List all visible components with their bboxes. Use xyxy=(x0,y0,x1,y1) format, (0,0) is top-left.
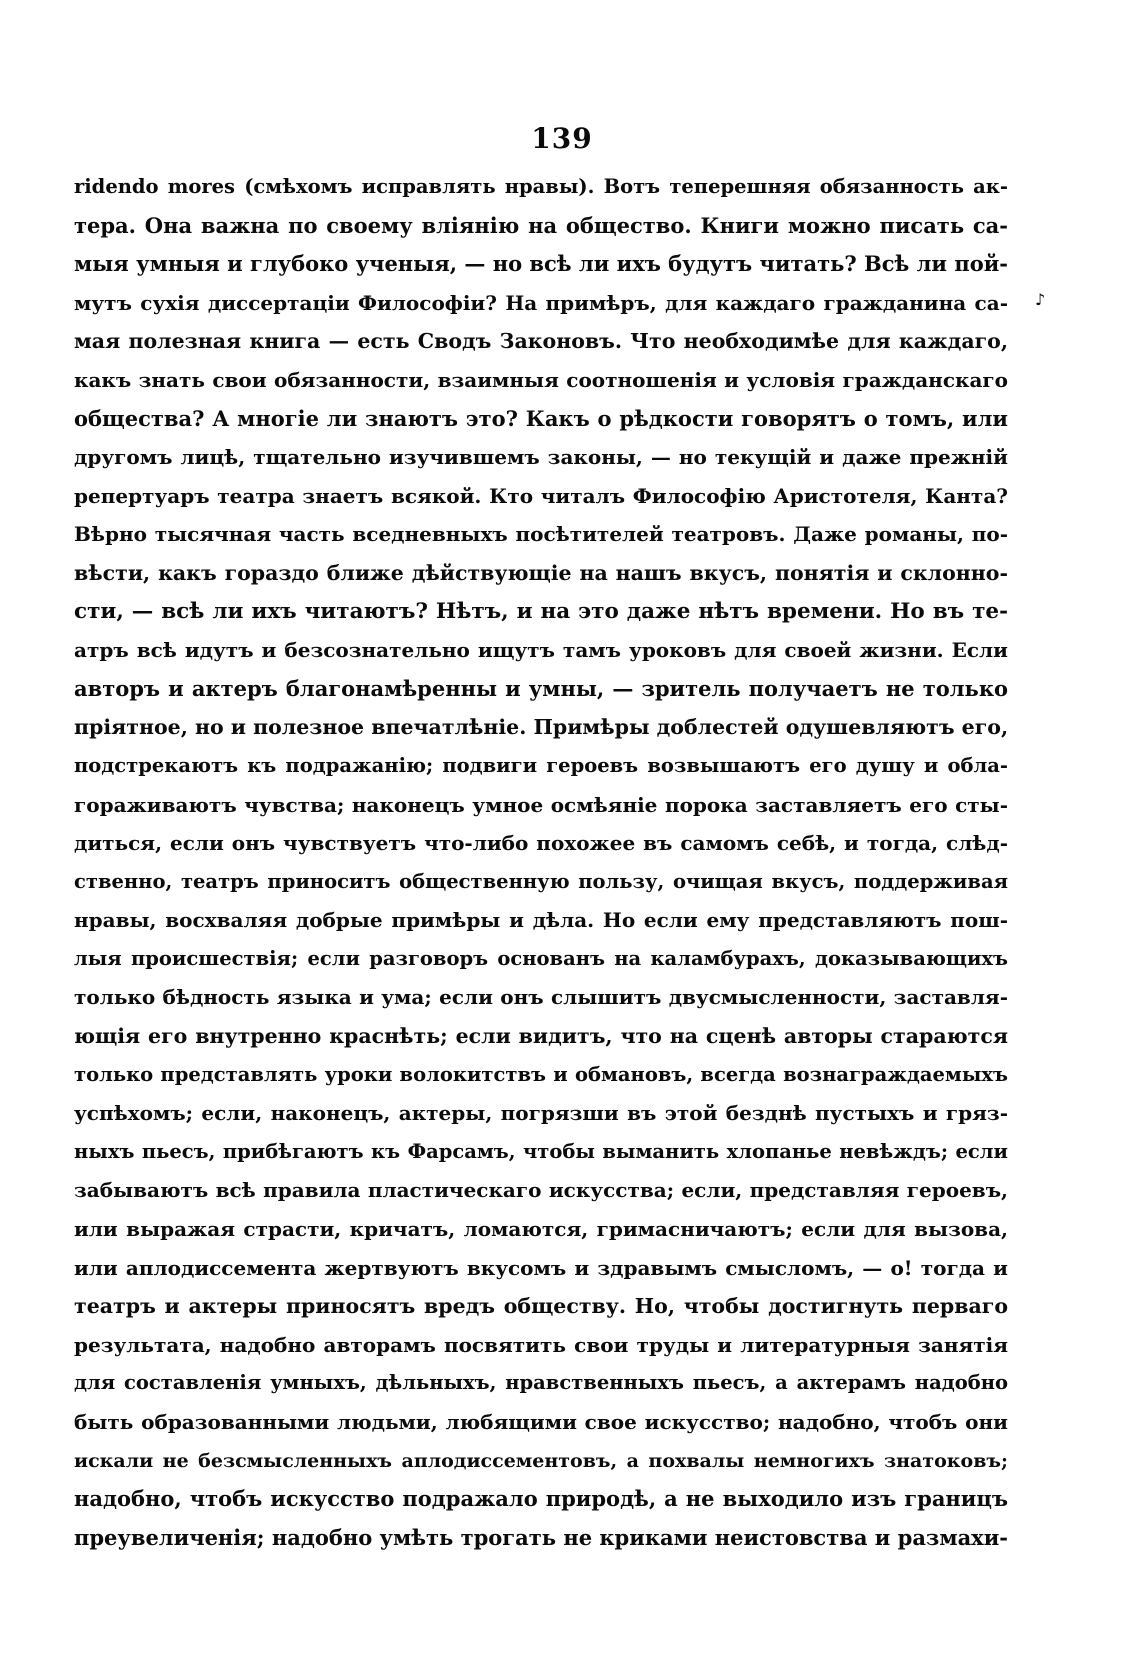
text-line: успѣхомъ; если, наконецъ, актеры, погрязши въ этой безднѣ пустыхъ и гряз- xyxy=(74,1101,1008,1126)
text-line: забываютъ всѣ правила пластическаго искусства; если, представляя героевъ, xyxy=(74,1178,1008,1203)
text-line: преувеличенія; надобно умѣть трогать не криками неистовства и размахи- xyxy=(74,1524,1008,1550)
text-line: пріятное, но и полезное впечатлѣніе. Примѣры доблестей одушевляютъ его, xyxy=(74,715,1008,740)
text-line: какъ знать свои обязанности, взаимныя соотношенія и условія гражданскаго xyxy=(74,367,1008,392)
text-line: Вѣрно тысячная часть вседневныхъ посѣтителей театровъ. Даже романы, по- xyxy=(74,522,1008,547)
text-line: или аплодиссемента жертвуютъ вкусомъ и здравымъ смысломъ, — о! тогда и xyxy=(74,1255,1008,1280)
text-line: ныхъ пьесъ, прибѣгаютъ къ Фарсамъ, чтобы выманить хлопанье невѣждъ; если xyxy=(74,1139,1008,1163)
text-line: для составленія умныхъ, дѣльныхъ, нравственныхъ пьесъ, а актерамъ надобно xyxy=(74,1371,1008,1395)
text-line: подстрекаютъ къ подражанію; подвиги героевъ возвышаютъ его душу и обла- xyxy=(74,753,1008,777)
margin-mark: ♪ xyxy=(1035,290,1046,309)
text-line: ственно, театръ приноситъ общественную пользу, очищая вкусъ, поддерживая xyxy=(74,869,1008,893)
text-line: ющія его внутренно краснѣть; если видитъ, что на сценѣ авторы стараются xyxy=(74,1024,1008,1049)
text-line: мая полезная книга — есть Сводъ Законовъ. Что необходимѣе для каждаго, xyxy=(74,329,1008,354)
text-line: вѣсти, какъ гораздо ближе дѣйствующіе на нашъ вкусъ, понятія и склонно- xyxy=(74,560,1008,585)
text-line: диться, если онъ чувствуетъ что-либо похожее въ самомъ себѣ, и тогда, слѣд- xyxy=(74,831,1008,856)
text-line: другомъ лицѣ, тщательно изучившемъ законы, — но текущій и даже прежній xyxy=(74,445,1008,470)
page-number: 139 xyxy=(531,122,593,155)
text-line: общества? А многіе ли знаютъ это? Какъ о рѣдкости говорятъ о томъ, или xyxy=(74,405,1008,431)
text-line: результата, надобно авторамъ посвятить свои труды и литературныя занятія xyxy=(74,1332,1008,1357)
body-text xyxy=(74,168,1008,1557)
text-line: ridendo mores (смѣхомъ исправлять нравы). Вотъ теперешняя обязанность ак- xyxy=(74,175,1008,198)
text-line: мутъ сухія диссертаціи Философіи? На примѣръ, для каждаго гражданина са- xyxy=(74,290,1008,315)
text-line: только представлять уроки волокитствъ и обмановъ, всегда вознаграждаемыхъ xyxy=(74,1062,1008,1086)
text-line: сти, — всѣ ли ихъ читаютъ? Нѣтъ, и на это даже нѣтъ времени. Но въ те- xyxy=(74,598,1008,624)
text-line: мыя умныя и глубоко ученыя, — но всѣ ли ихъ будутъ читать? Всѣ ли пой- xyxy=(74,251,1008,277)
text-line: или выражая страсти, кричатъ, ломаются, гримасничаютъ; если для вызова, xyxy=(74,1217,1008,1242)
text-line: репертуаръ театра знаетъ всякой. Кто читалъ Философію Аристотеля, Канта? xyxy=(74,483,1008,508)
text-line: надобно, чтобъ искусство подражало природѣ, а не выходило изъ границъ xyxy=(74,1486,1008,1512)
text-line: театръ и актеры приносятъ вредъ обществу. Но, чтобы достигнуть перваго xyxy=(74,1294,1008,1319)
text-line: быть образованными людьми, любящими свое искусство; надобно, чтобъ они xyxy=(74,1410,1008,1434)
text-line: искали не безсмысленныхъ аплодиссементовъ, а похвалы немногихъ знатоковъ; xyxy=(74,1449,1008,1472)
text-line: лыя происшествія; если разговоръ основанъ на каламбурахъ, доказывающихъ xyxy=(74,946,1008,970)
text-line: авторъ и актеръ благонамѣренны и умны, — зритель получаетъ не только xyxy=(74,675,1008,701)
text-line: атръ всѣ идутъ и безсознательно ищутъ тамъ уроковъ для своей жизни. Если xyxy=(74,638,1008,663)
text-line: нравы, восхваляя добрые примѣры и дѣла. Но если ему представляютъ пош- xyxy=(74,908,1008,933)
text-line: гораживаютъ чувства; наконецъ умное осмѣяніе порока заставляетъ его сты- xyxy=(74,792,1008,817)
text-line: тера. Она важна по своему вліянію на общество. Книги можно писать са- xyxy=(74,212,1008,238)
text-line: только бѣдность языка и ума; если онъ слышитъ двусмысленности, заставля- xyxy=(74,985,1008,1010)
